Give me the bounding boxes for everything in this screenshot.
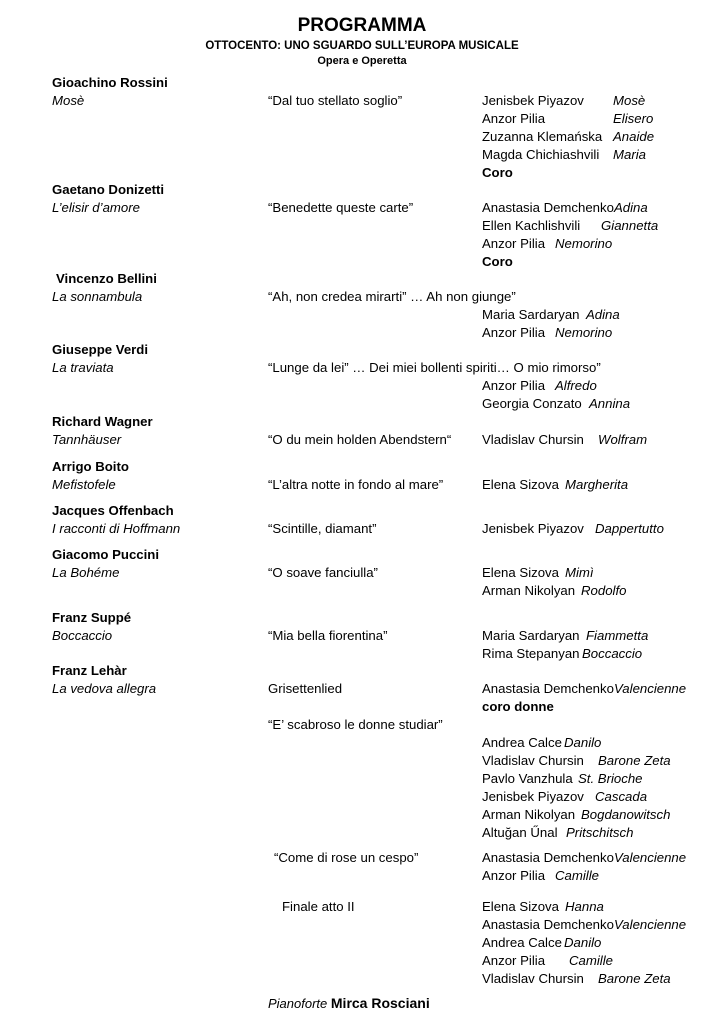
piece-title: “O du mein holden Abendstern“ bbox=[268, 432, 452, 447]
piece-title: “O soave fanciulla” bbox=[268, 565, 378, 580]
singer-name: Anzor Pilia bbox=[482, 236, 546, 251]
role-name: Valencienne bbox=[614, 681, 687, 696]
role-name: Elisero bbox=[613, 111, 654, 126]
opera-title: I racconti di Hoffmann bbox=[52, 521, 181, 536]
opera-title: La traviata bbox=[52, 360, 114, 375]
opera-title: La vedova allegra bbox=[52, 681, 157, 696]
role-name: Danilo bbox=[564, 735, 602, 750]
page-subtitle: OTTOCENTO: UNO SGUARDO SULL’EUROPA MUSICALE bbox=[205, 40, 519, 52]
singer-name: Jenisbek Piyazov bbox=[482, 93, 584, 108]
role-name: Dappertutto bbox=[595, 521, 664, 536]
role-name: Hanna bbox=[565, 899, 604, 914]
singer-name: Ellen Kachlishvili bbox=[482, 218, 581, 233]
composer-name: Giacomo Puccini bbox=[52, 547, 159, 562]
role-name: Valencienne bbox=[614, 917, 687, 932]
singer-name: Rima Stepanyan bbox=[482, 646, 580, 661]
singer-name: Anzor Pilia bbox=[482, 378, 546, 393]
composer-name: Franz Lehàr bbox=[52, 663, 127, 678]
role-name: Alfredo bbox=[555, 378, 597, 393]
opera-title: Boccaccio bbox=[52, 628, 113, 643]
role-name: Mosè bbox=[613, 93, 646, 108]
opera-title: L’elisir d’amore bbox=[52, 200, 140, 215]
piece-title: “Dal tuo stellato soglio” bbox=[268, 93, 403, 108]
singer-name: Vladislav Chursin bbox=[482, 971, 584, 986]
singer-name: Vladislav Chursin bbox=[482, 432, 584, 447]
composer-name: Gioachino Rossini bbox=[52, 75, 168, 90]
choir-label: Coro bbox=[482, 165, 513, 180]
role-name: Camille bbox=[569, 953, 613, 968]
singer-name: Anastasia Demchenko bbox=[482, 917, 614, 932]
role-name: Margherita bbox=[565, 477, 629, 492]
composer-name: Jacques Offenbach bbox=[52, 503, 174, 518]
role-name: Nemorino bbox=[555, 236, 613, 251]
singer-name: Pavlo Vanzhula bbox=[482, 771, 573, 786]
choir-label: Coro bbox=[482, 254, 513, 269]
singer-name: Jenisbek Piyazov bbox=[482, 789, 584, 804]
composer-name: Vincenzo Bellini bbox=[56, 271, 157, 286]
singer-name: Maria Sardaryan bbox=[482, 628, 580, 643]
role-name: Bogdanowitsch bbox=[581, 807, 671, 822]
composer-name: Gaetano Donizetti bbox=[52, 182, 165, 197]
singer-name: Anzor Pilia bbox=[482, 111, 546, 126]
footer-label: Pianoforte bbox=[268, 996, 328, 1011]
piece-title: “Scintille, diamant” bbox=[268, 521, 377, 536]
singer-name: Andrea Calce bbox=[482, 935, 562, 950]
composer-name: Richard Wagner bbox=[52, 414, 153, 429]
singer-name: Anastasia Demchenko bbox=[482, 200, 614, 215]
composer-name: Franz Suppé bbox=[52, 610, 132, 625]
role-name: Adina bbox=[614, 200, 648, 215]
composer-name: Giuseppe Verdi bbox=[52, 342, 149, 357]
singer-name: Anzor Pilia bbox=[482, 325, 546, 340]
role-name: Danilo bbox=[564, 935, 602, 950]
opera-title: La sonnambula bbox=[52, 289, 143, 304]
piece-title: “Lunge da lei” … Dei miei bollenti spiriti… O mio rimorso” bbox=[268, 360, 601, 375]
piece-title: “Benedette queste carte” bbox=[268, 200, 414, 215]
role-name: Maria bbox=[613, 147, 646, 162]
role-name: Annina bbox=[589, 396, 631, 411]
role-name: Barone Zeta bbox=[598, 971, 671, 986]
piece-title: “L’altra notte in fondo al mare” bbox=[268, 477, 444, 492]
singer-name: Altuğan Űnal bbox=[482, 825, 558, 840]
role-name: Camille bbox=[555, 868, 599, 883]
composer-name: Arrigo Boito bbox=[52, 459, 129, 474]
singer-name: Elena Sizova bbox=[482, 899, 559, 914]
singer-name: Anzor Pilia bbox=[482, 868, 546, 883]
page-subsubtitle: Opera e Operetta bbox=[317, 55, 407, 67]
singer-name: Elena Sizova bbox=[482, 565, 559, 580]
choir-label: coro donne bbox=[482, 699, 554, 714]
role-name: Wolfram bbox=[598, 432, 648, 447]
singer-name: Arman Nikolyan bbox=[482, 807, 576, 822]
role-name: Cascada bbox=[595, 789, 648, 804]
role-name: Giannetta bbox=[601, 218, 659, 233]
role-name: Adina bbox=[586, 307, 620, 322]
opera-title: Mefistofele bbox=[52, 477, 116, 492]
piece-title: Grisettenlied bbox=[268, 681, 343, 696]
singer-name: Anastasia Demchenko bbox=[482, 681, 614, 696]
piece-title: “Come di rose un cespo” bbox=[274, 850, 419, 865]
singer-name: Zuzanna Klemańska bbox=[482, 129, 603, 144]
role-name: Barone Zeta bbox=[598, 753, 671, 768]
singer-name: Arman Nikolyan bbox=[482, 583, 576, 598]
singer-name: Elena Sizova bbox=[482, 477, 559, 492]
footer bbox=[268, 995, 430, 1011]
singer-name: Magda Chichiashvili bbox=[482, 147, 600, 162]
opera-title: Mosè bbox=[52, 93, 85, 108]
singer-name: Andrea Calce bbox=[482, 735, 562, 750]
role-name: Boccaccio bbox=[582, 646, 643, 661]
piece-title: “E’ scabroso le donne studiar” bbox=[268, 717, 443, 732]
opera-title: Tannhäuser bbox=[52, 432, 122, 447]
singer-name: Maria Sardaryan bbox=[482, 307, 580, 322]
piece-title: “Ah, non credea mirarti” … Ah non giunge” bbox=[268, 289, 516, 304]
role-name: St. Brioche bbox=[578, 771, 643, 786]
piece-title: “Mia bella fiorentina” bbox=[268, 628, 388, 643]
singer-name: Anastasia Demchenko bbox=[482, 850, 614, 865]
role-name: Nemorino bbox=[555, 325, 613, 340]
role-name: Fiammetta bbox=[586, 628, 649, 643]
singer-name: Anzor Pilia bbox=[482, 953, 546, 968]
role-name: Pritschitsch bbox=[566, 825, 634, 840]
role-name: Anaide bbox=[613, 129, 655, 144]
opera-title: La Bohéme bbox=[52, 565, 120, 580]
role-name: Rodolfo bbox=[581, 583, 627, 598]
piece-title: Finale atto II bbox=[282, 899, 355, 914]
page-title: PROGRAMMA bbox=[297, 15, 427, 36]
singer-name: Jenisbek Piyazov bbox=[482, 521, 584, 536]
pianist-name: Mirca Rosciani bbox=[330, 995, 430, 1011]
role-name: Valencienne bbox=[614, 850, 687, 865]
role-name: Mimì bbox=[565, 565, 594, 580]
singer-name: Georgia Conzato bbox=[482, 396, 582, 411]
singer-name: Vladislav Chursin bbox=[482, 753, 584, 768]
